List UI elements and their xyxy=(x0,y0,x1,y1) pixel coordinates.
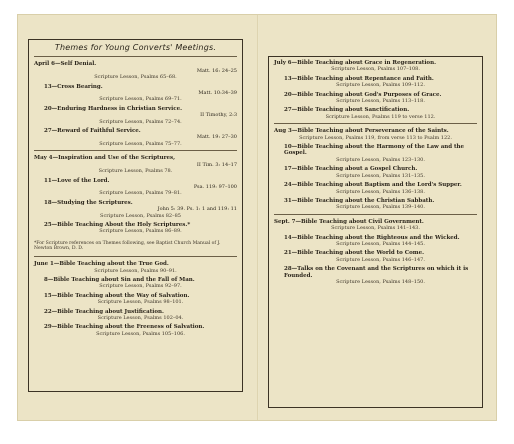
entry-heading xyxy=(34,261,237,267)
entry-heading xyxy=(44,324,237,330)
entry-topic: —Talks on the Covenant and the Scriptures on which it is Founded. xyxy=(284,266,469,279)
section-rule xyxy=(34,150,237,151)
scripture-lesson: Scripture Lesson, Psalms 107–108. xyxy=(331,66,420,73)
theme-entry xyxy=(274,219,477,232)
entry-topic: —Bible Teaching about Perseverance of the Saints. xyxy=(291,128,449,135)
theme-entry xyxy=(34,222,237,235)
scripture-lesson: Scripture Lesson, Psalms 146–147. xyxy=(336,256,425,263)
entry-topic: —Bible Teaching about Sin and the Fall of Man. xyxy=(47,276,195,283)
entry-date: 20 xyxy=(284,91,292,98)
entry-references: Matt. 16: 24–25 xyxy=(196,67,237,74)
entry-date: 27 xyxy=(44,128,52,135)
entry-references: Matt. 10:34–39 xyxy=(198,90,237,97)
scripture-lesson: Scripture Lesson, Psalms 92–97. xyxy=(99,283,182,290)
entry-references: John 5: 39. Ps. 1: 1 and 119: 11 xyxy=(157,206,237,213)
entry-topic: —Bible Teaching about the Way of Salvation. xyxy=(51,292,190,299)
entry-topic: —Bible Teaching About the Holy Scriptures.* xyxy=(51,221,191,228)
entry-date: 29 xyxy=(44,324,52,331)
theme-entry xyxy=(34,293,237,306)
entry-heading xyxy=(284,144,477,157)
theme-entry xyxy=(34,309,237,322)
entry-heading xyxy=(274,219,477,225)
entry-topic: —Bible Teaching about the True God. xyxy=(53,261,169,268)
august-list xyxy=(274,128,477,210)
scripture-lesson: Scripture Lesson, Psalms 98–101. xyxy=(97,299,184,306)
entry-heading xyxy=(284,198,477,204)
entry-topic: —Bible Teaching about Justification. xyxy=(51,308,164,315)
scripture-lesson: Scripture Lesson, Psalms 90–91. xyxy=(94,267,177,274)
scripture-lesson: Scripture Lesson, Psalms 72–74. xyxy=(99,118,182,125)
entry-topic: —Bible Teaching about the World to Come. xyxy=(291,250,424,257)
scripture-lesson: Scripture Lesson, Psalms 109–112. xyxy=(336,82,425,89)
scripture-lesson: Scripture Lesson, Psalms 141–143. xyxy=(331,225,420,232)
entry-topic: —Studying the Scriptures. xyxy=(51,199,133,206)
theme-entry xyxy=(274,76,477,89)
scripture-lesson: Scripture Lesson, Psalms 119 to verse 112. xyxy=(325,113,436,120)
entry-topic: —Love of the Lord. xyxy=(51,177,110,184)
scripture-lesson: Scripture Lesson, Psalms 144–145. xyxy=(336,240,425,247)
entry-heading xyxy=(274,60,477,66)
entry-heading xyxy=(44,84,237,90)
april-list xyxy=(34,61,237,147)
entry-heading xyxy=(284,235,477,241)
entry-date: May 4 xyxy=(34,155,53,162)
entry-topic: —Bible Teaching about the Righteous and the Wicked. xyxy=(291,234,460,241)
entry-topic: —Bible Teaching about Civil Government. xyxy=(295,218,424,225)
entry-heading xyxy=(44,222,237,228)
entry-topic: —Bible Teaching about Baptism and the Lord's Supper. xyxy=(291,182,462,189)
title-rule xyxy=(34,56,237,57)
theme-entry xyxy=(274,60,477,73)
entry-date: June 1 xyxy=(34,261,54,268)
scripture-lesson: Scripture Lesson, Psalms 69–71. xyxy=(99,96,182,103)
entry-heading xyxy=(284,107,477,113)
center-fold xyxy=(257,15,259,420)
section-rule xyxy=(34,256,237,257)
left-panel xyxy=(28,39,243,392)
entry-topic: —Bible Teaching about the Christian Sabbath. xyxy=(291,197,435,204)
theme-entry xyxy=(274,144,477,163)
section-rule xyxy=(274,123,477,124)
entry-heading xyxy=(44,293,237,299)
theme-entry xyxy=(34,200,237,219)
entry-heading xyxy=(44,106,237,112)
entry-heading xyxy=(44,309,237,315)
entry-topic: —Bible Teaching about Grace in Regeneration. xyxy=(291,60,436,66)
entry-date: 22 xyxy=(44,308,52,315)
entry-date: 28 xyxy=(284,266,292,273)
entry-date: 8 xyxy=(44,276,48,283)
scripture-lesson: Scripture Lesson, Psalms 105–106. xyxy=(96,330,185,337)
theme-entry xyxy=(274,128,477,141)
theme-entry xyxy=(34,84,237,103)
entry-date: 24 xyxy=(284,182,292,189)
scripture-lesson: Scripture Lesson, Psalms 102–04. xyxy=(97,315,184,321)
entry-references: II Tim. 3: 14–17 xyxy=(196,161,237,168)
scripture-lesson: Scripture Lesson, Psalms 139–140. xyxy=(336,204,425,211)
entry-date: 13 xyxy=(44,83,52,90)
entry-heading xyxy=(34,155,237,161)
entry-date: 14 xyxy=(284,234,292,241)
july-list xyxy=(274,60,477,120)
scripture-lesson: Scripture Lesson, Psalms 119, from verse 113 to Psalm 122. xyxy=(299,134,452,141)
entry-heading xyxy=(34,61,237,67)
entry-topic: —Bible Teaching about the Harmony of the Law and the Gospel. xyxy=(284,144,465,157)
scripture-lesson: Scripture Lesson, Psalms 82–85 xyxy=(100,212,181,219)
entry-date: July 6 xyxy=(274,60,292,66)
entry-heading xyxy=(284,92,477,98)
theme-entry xyxy=(34,178,237,197)
theme-entry xyxy=(274,107,477,120)
entry-date: 13 xyxy=(284,75,292,82)
theme-entry xyxy=(34,324,237,337)
entry-heading xyxy=(284,76,477,82)
entry-date: 20 xyxy=(44,105,52,112)
theme-entry xyxy=(34,61,237,80)
right-panel xyxy=(268,56,483,408)
scripture-lesson: Scripture Lesson, Psalms 78. xyxy=(98,168,173,175)
entry-heading xyxy=(284,166,477,172)
theme-entry xyxy=(274,92,477,105)
entry-date: 25 xyxy=(44,221,52,228)
entry-heading xyxy=(284,250,477,256)
entry-date: 27 xyxy=(284,107,292,114)
entry-date: 11 xyxy=(44,177,52,184)
entry-date: 18 xyxy=(44,199,52,206)
entry-topic: —Bible Teaching about Sanctification. xyxy=(291,107,410,114)
entry-references: Matt. 19: 27–30 xyxy=(196,134,237,141)
theme-entry xyxy=(34,155,237,174)
entry-heading xyxy=(44,178,237,184)
scripture-lesson: Scripture Lesson, Psalms 79–81. xyxy=(99,190,182,197)
entry-date: April 6 xyxy=(34,61,55,68)
entry-topic: —Bible Teaching about Repentance and Faith. xyxy=(291,75,434,82)
entry-date: 31 xyxy=(284,197,292,204)
scripture-lesson: Scripture Lesson, Psalms 65–68. xyxy=(94,74,177,81)
entry-topic: —Bible Teaching about the Freeness of Salvation. xyxy=(51,324,205,331)
entry-date: 15 xyxy=(44,292,52,299)
footnote: *For Scripture references on Themes following, see Baptist Church Manual of J. Newton Brown, D. D. xyxy=(34,240,221,251)
theme-entry xyxy=(34,106,237,125)
scripture-lesson: Scripture Lesson, Psalms 131–135. xyxy=(336,172,425,179)
september-list xyxy=(274,219,477,286)
entry-topic: —Inspiration and Use of the Scriptures, xyxy=(52,155,176,162)
scripture-lesson: Scripture Lesson, Psalms 136–138. xyxy=(336,188,425,195)
entry-topic: —Reward of Faithful Service. xyxy=(51,128,141,135)
scripture-lesson: Scripture Lesson, Psalms 123–130. xyxy=(336,156,425,163)
entry-topic: —Bible Teaching about God's Purposes of Grace. xyxy=(291,91,442,98)
entry-topic: —Cross Bearing. xyxy=(51,83,103,90)
entry-date: 17 xyxy=(284,166,292,173)
entry-topic: —Self Denial. xyxy=(54,61,97,68)
theme-entry xyxy=(274,250,477,263)
june-list xyxy=(34,261,237,337)
may-list xyxy=(34,155,237,234)
entry-heading xyxy=(44,128,237,134)
theme-entry xyxy=(274,198,477,211)
panel-title: Themes for Young Converts' Meetings. xyxy=(54,43,217,52)
theme-entry xyxy=(274,266,477,285)
theme-entry xyxy=(34,277,237,290)
scripture-lesson: Scripture Lesson, Psalms 86–89. xyxy=(99,228,182,235)
entry-date: Sept. 7 xyxy=(274,218,296,225)
theme-entry xyxy=(34,261,237,274)
entry-heading xyxy=(44,277,237,283)
entry-heading xyxy=(284,182,477,188)
entry-heading xyxy=(274,128,477,134)
theme-entry xyxy=(274,166,477,179)
entry-topic: —Bible Teaching about a Gospel Church. xyxy=(291,166,418,173)
entry-date: Aug 3 xyxy=(274,128,292,135)
entry-heading xyxy=(284,266,477,279)
entry-references: Psa. 119: 97–100 xyxy=(193,183,237,190)
entry-topic: —Enduring Hardness in Christian Service. xyxy=(51,105,183,112)
scripture-lesson: Scripture Lesson, Psalms 148–150. xyxy=(336,278,425,285)
entry-date: 21 xyxy=(284,250,292,257)
theme-entry xyxy=(274,235,477,248)
scripture-lesson: Scripture Lesson, Psalms 113–118. xyxy=(336,98,425,105)
scripture-lesson: Scripture Lesson, Psalms 75–77. xyxy=(99,140,182,147)
entry-date: 10 xyxy=(284,144,292,151)
entry-heading xyxy=(44,200,237,206)
theme-entry xyxy=(34,128,237,147)
section-rule xyxy=(274,214,477,215)
theme-entry xyxy=(274,182,477,195)
entry-references: II Timothy, 2:3 xyxy=(200,112,237,119)
